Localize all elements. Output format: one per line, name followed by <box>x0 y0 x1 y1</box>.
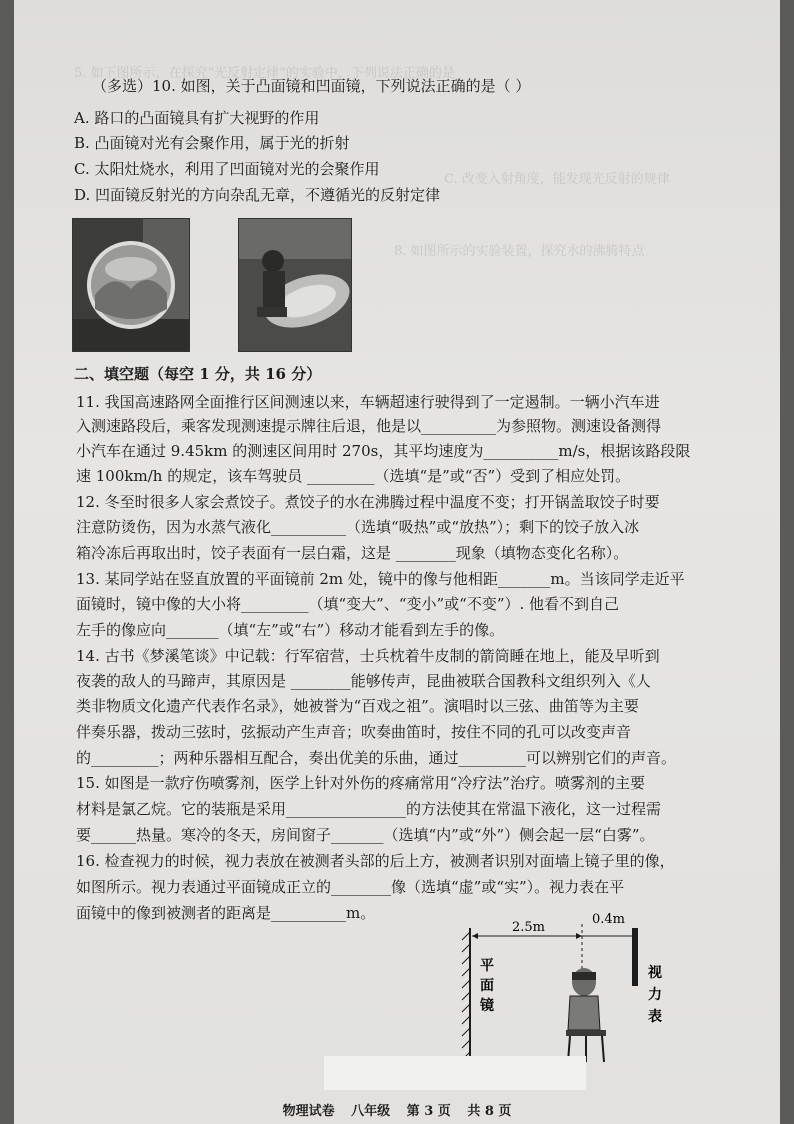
q14-line-2: 夜袭的敌人的马蹄声，其原因是 ________能够传声，昆曲被联合国教科文组织列入《人 <box>76 672 651 690</box>
solar-cooker-photo <box>238 218 352 352</box>
show-through-text: C. 改变入射角度，能发现光反射的规律 <box>444 172 670 187</box>
footer-page-number: 第 3 页 <box>406 1104 451 1119</box>
footer-total-pages: 共 8 页 <box>467 1104 512 1119</box>
q11-line-3: 小汽车在通过 9.45km 的测速区间用时 270s，其平均速度为__________m/s，根据该路段限 <box>76 442 691 460</box>
question-10-option-a: A. 路口的凸面镜具有扩大视野的作用 <box>74 109 320 127</box>
show-through-text: 8. 如图所示的实验装置，探究水的沸腾特点 <box>394 244 645 259</box>
question-10-option-b: B. 凸面镜对光有会聚作用，属于光的折射 <box>74 134 350 152</box>
show-through-text: 5. 如下图所示，在探究“光反射定律”的实验中，下列说法正确的是 <box>74 66 455 81</box>
question-10-stem: （多选）10. 如图，关于凸面镜和凹面镜，下列说法正确的是（ ） <box>92 77 531 95</box>
page-footer <box>14 1100 780 1119</box>
vision-test-diagram <box>454 910 674 1080</box>
q13-line-2: 面镜时，镜中像的大小将_________（填“变大”、“变小”或“不变”）. 他看不到自己 <box>76 595 620 613</box>
question-10-option-d: D. 凹面镜反射光的方向杂乱无章，不遵循光的反射定律 <box>74 186 441 204</box>
q12-line-2: 注意防烫伤，因为水蒸气液化__________（选填“吸热”或“放热”）；剩下的饺子放入冰 <box>76 518 640 536</box>
q14-line-1: 14. 古书《梦溪笔谈》中记载：行军宿营，士兵枕着牛皮制的箭筒睡在地上，能及早听到 <box>76 647 660 665</box>
convex-mirror-photo <box>72 218 190 352</box>
q12-line-3: 箱冷冻后再取出时，饺子表面有一层白霜，这是 ________现象（填物态变化名称）。 <box>76 544 629 562</box>
footer-grade: 八年级 <box>351 1104 391 1119</box>
q14-line-3: 类非物质文化遗产代表作名录》，她被誉为“百戏之祖”。演唱时以三弦、曲笛等为主要 <box>76 697 639 715</box>
q16-line-3: 面镜中的像到被测者的距离是__________m。 <box>76 904 376 922</box>
q11-line-1: 11. 我国高速路网全面推行区间测速以来，车辆超速行驶得到了一定遏制。一辆小汽车进 <box>76 393 660 411</box>
q15-line-2: 材料是氯乙烷。它的装瓶是采用________________的方法使其在常温下液化，这一过程需 <box>76 800 662 818</box>
question-10-option-c: C. 太阳灶烧水，利用了凹面镜对光的会聚作用 <box>74 160 380 178</box>
section-2-title: 二、填空题（每空 1 分，共 16 分） <box>74 365 322 383</box>
distance-label-person-to-chart: 0.4m <box>592 912 626 927</box>
distance-label-mirror-to-person: 2.5m <box>512 920 546 935</box>
q11-line-4: 速 100km/h 的规定，该车驾驶员 _________（选填“是”或“否”）受到了相应处罚。 <box>76 467 631 485</box>
q15-line-3: 要______热量。寒冷的冬天，房间窗子_______（选填“内”或“外”）侧会起一层“白雾”。 <box>76 826 655 844</box>
chart-label: 视力表 <box>648 965 662 1025</box>
footer-subject: 物理试卷 <box>282 1104 335 1119</box>
q14-line-5: 的_________；两种乐器相互配合，奏出优美的乐曲，通过_________可以辨别它们的声音。 <box>76 749 677 767</box>
q13-line-1: 13. 某同学站在竖直放置的平面镜前 2m 处，镜中的像与他相距_______m。当该同学走近平 <box>76 570 685 588</box>
exam-page <box>14 0 780 1124</box>
q13-line-3: 左手的像应向_______（填“左”或“右”）移动才能看到左手的像。 <box>76 621 505 639</box>
mirror-label: 平面镜 <box>480 958 494 1014</box>
q16-line-1: 16. 检查视力的时候，视力表放在被测者头部的后上方，被测者识别对面墙上镜子里的像， <box>76 852 675 870</box>
q14-line-4: 伴奏乐器，拨动三弦时，弦振动产生声音；吹奏曲笛时，按住不同的孔可以改变声音 <box>76 723 632 741</box>
q16-line-2: 如图所示。视力表通过平面镜成正立的________像（选填“虚”或“实”）。视力表在平 <box>76 878 625 896</box>
q12-line-1: 12. 冬至时很多人家会煮饺子。煮饺子的水在沸腾过程中温度不变；打开锅盖取饺子时要 <box>76 493 660 511</box>
redaction-block <box>324 1056 586 1090</box>
q11-line-2: 入测速路段后，乘客发现测速提示牌往后退，他是以__________为参照物。测速设备测得 <box>76 417 662 435</box>
q15-line-1: 15. 如图是一款疗伤喷雾剂，医学上针对外伤的疼痛常用“冷疗法”治疗。喷雾剂的主要 <box>76 774 645 792</box>
